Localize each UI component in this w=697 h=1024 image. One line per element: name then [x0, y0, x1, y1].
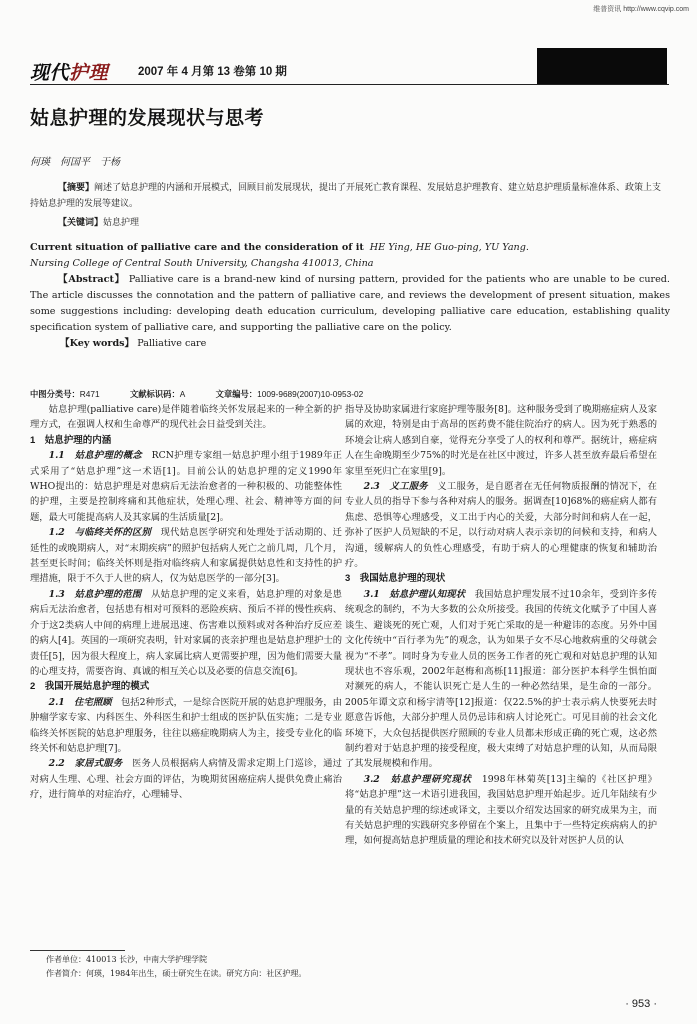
section-2-3 — [345, 479, 657, 571]
section-1-1 — [30, 448, 342, 525]
section-3-2-text: 1998年林菊英[13]主编的《社区护理》将“姑息护理”这一术语引进我国，我国姑息护理开始起步。近几年陆续有少量的有关姑息护理的综述或译文，主要以介绍发达国家的研究成果为主，而有关姑息护理的实践研究多停留在个案上，且集中于一些特定疾病病人的护理，如何提高姑息护理质量的理论和技术研究以及针对医护人员的认 — [345, 773, 657, 847]
section-3-1 — [345, 587, 657, 772]
en-abstract-text: Palliative care is a brand-new kind of nursing pattern, provided for the patients who are unable to be cured. The article discusses the connotation and the pattern of palliative care, and reviews the development of present situation, makes some suggestions including: developing death education curriculum, developing palliative care education, establishing quality specification system of palliative care, and supporting the palliative care on the policy. — [30, 274, 670, 333]
article-meta — [30, 388, 363, 400]
section-3-1-label: 3.1 姑息护理认知现状 — [363, 588, 466, 600]
watermark: 维普资讯 http://www.cqvip.com — [593, 6, 689, 13]
clc-value: R471 — [79, 389, 100, 399]
footnote-bio: 作者简介：何瑛，1984年出生，硕士研究生在读。研究方向：社区护理。 — [46, 969, 307, 978]
section-3-1-text: 我国姑息护理发展不过10余年，受到许多传统观念的制约，不为大多数的公众所接受。我国的传统文化赋予了中国人喜谈生、避谈死的死亡观，人们对于死亡采取的是一种避讳的态度。另外中国文化传统中“百行孝为先”的观念，认为如果子女不尽心地救病重的父母就会视为“不孝”。同时身为专业人员的医务工作者的死亡观和对姑息护理的认知现状也不容乐观，2002年赵梅和高栎[11]报道：部分医护本科学生惧怕面对濒死的病人，不能认识死亡是人生的一种必然结果，是生命的一部分。2005年谭文京和杨宇清等[12]报道：仅22.5%的护士表示病人快要死去时愿意告诉他，大部分护理人员仍忌讳和病人讨论死亡。可见目前的社会文化环境下，大众包括提供医疗照顾的专业人员都未形成正确的死亡观，这必然制约着对于姑息护理的接受程度，极大束缚了对姑息护理的认知，从而局限了其发展规模和作用。 — [345, 588, 657, 770]
section-2-1-label: 2.1 住宅照顾 — [48, 696, 112, 708]
footnotes — [30, 953, 342, 981]
en-keywords — [60, 336, 670, 352]
section-3-heading: 3 我国姑息护理的现状 — [345, 573, 446, 585]
article-no-value: 1009-9689(2007)10-0953-02 — [257, 389, 364, 399]
doc-code-value: A — [179, 389, 186, 399]
section-2-2 — [30, 756, 342, 802]
logo-black-text: 现代 — [30, 63, 70, 84]
doc-code-label: 文献标识码： — [129, 389, 180, 399]
section-1-3-text: 从姑息护理的定义来看，姑息护理的对象是患病后无法治愈者，包括患有相对可预料的恶险疾病、预后不祥的慢性疾病、介于这2类病人中间的病理上进展迅速、伤害难以预料或对各种治疗反应差的病人[4]。英国的一项研究表明，针对家属的丧亲护理也是姑息护理护士的责任[5]，因为很大程度上，病人家属比病人更需要护理，因为他们需要大量的心理支持，需要咨询、真诚的相互关心以及必要的信息交流[6]。 — [30, 588, 342, 677]
clc-label: 中图分类号： — [30, 389, 80, 399]
article-title: 姑息护理的发展现状与思考 — [30, 107, 265, 129]
section-1-2-label: 1.2 与临终关怀的区别 — [48, 527, 152, 539]
cn-abstract-label: 【摘要】 — [58, 183, 95, 193]
left-column — [30, 402, 342, 803]
section-2-3-text: 义工服务，是自愿者在无任何物质报酬的情况下，在专业人员的指导下参与各种对病人的服务。据调查[10]68%的癌症病人都有焦虑、恐惧等心理感受，义工出于内心的关爱，大部分时间和病人在一起，弥补了医护人员短缺的不足，以行动对病人表示亲切的问候和支持，和病人沟通，缓解病人的负性心理感受，有助于病人的心理健康的恢复和辅助治疗。 — [345, 481, 657, 570]
header-rule — [30, 84, 669, 85]
section-1-3-label: 1.3 姑息护理的范围 — [48, 588, 142, 600]
cn-keywords-text: 姑息护理 — [103, 218, 140, 228]
cn-abstract — [30, 181, 670, 212]
english-abstract-block — [30, 240, 670, 352]
cn-keywords — [58, 215, 139, 228]
journal-logo — [30, 58, 108, 85]
footnote-address: 作者单位：410013 长沙，中南大学护理学院 — [46, 955, 208, 964]
logo-red-text: 护理 — [69, 63, 109, 84]
journal-header — [30, 58, 669, 84]
footnote-rule — [30, 950, 125, 951]
section-1-1-text: RCN护理专家组一姑息护理小组于1989年正式采用了“姑息护理”这一术语[1]。目前公认的姑息护理的定义1990年WHO提出的：姑息护理是对患病后无法治愈者的一种积极的、功能整体性的护理，主要是控制疼痛和其他症状，处理心理、社会、精神等方面的问题，最大可能提高病人及其家属的生活质量[2]。 — [30, 450, 342, 523]
section-1-2 — [30, 525, 342, 587]
intro-paragraph: 姑息护理(palliative care)是伴随着临终关怀发展起来的一种全新的护理方式，在强调人权和生命尊严的现代社会日益受到关注。 — [30, 404, 342, 431]
section-2-1-text: 包括2种形式，一是综合医院开展的姑息护理服务，由肿瘤学家专家、内科医生、外科医生和护士组成的医护队伍实施；二是专业临终关怀医院的姑息护理服务，往往以癌症晚期病人为主，接受专业化的临终关怀和姑息护理[7]。 — [30, 696, 342, 754]
cn-keywords-label: 【关键词】 — [58, 218, 104, 228]
continued-paragraph: 指导及协助家属进行家庭护理等服务[8]。这种服务受到了晚期癌症病人及家属的欢迎，特别是由于高昂的医药费不能住院治疗的病人。因为死于熟悉的环境会让病人感到自豪，觉得充分享受了人的权利和尊严。据统计，癌症病人在生命晚期至少75%的时光是在社区中渡过，许多人甚至放弃最后希望在家里至死归亡在家里[9]。 — [345, 404, 657, 477]
section-2-3-label: 2.3 义工服务 — [363, 481, 428, 493]
section-2-2-label: 2.2 家居式服务 — [48, 758, 123, 770]
section-1-2-text: 现代姑息医学研究和处理处于活动期的、迁延性的或晚期病人，对“末期疾病”的照护包括病人死亡之前几周，几个月，甚至更长时间；临终关怀则是指对临终病人和家属提供姑息性和支持性的护理措施，限于不久于人世的病人，仅为姑息医学的一部分[3]。 — [30, 527, 342, 585]
en-keywords-label: 【Key words】 — [60, 338, 135, 349]
cn-abstract-text: 阐述了姑息护理的内涵和开展模式，回顾目前发展现状，提出了开展死亡教育课程、发展姑息护理教育、建立姑息护理质量标准体系、政策上支持姑息护理的发展等建议。 — [30, 183, 662, 209]
right-column — [345, 402, 657, 849]
section-2-heading: 2 我国开展姑息护理的模式 — [30, 681, 150, 693]
article-no-label: 文章编号： — [215, 389, 258, 399]
section-3-2-label: 3.2 姑息护理研究现状 — [363, 773, 472, 785]
header-black-block — [537, 48, 667, 84]
en-abstract — [30, 272, 670, 336]
en-affiliation: Nursing College of Central South University, Changsha 410013, China — [30, 258, 374, 269]
en-authors: HE Ying, HE Guo-ping, YU Yang. — [369, 242, 529, 253]
section-3-2 — [345, 772, 657, 849]
en-keywords-text: Palliative care — [137, 338, 207, 349]
section-2-1 — [30, 695, 342, 757]
section-1-heading: 1 姑息护理的内涵 — [30, 434, 112, 446]
page-number: · 953 · — [625, 998, 657, 1010]
authors: 何瑛 何国平 于杨 — [30, 157, 120, 168]
section-1-3 — [30, 587, 342, 679]
section-1-1-label: 1.1 姑息护理的概念 — [48, 450, 142, 462]
en-title: Current situation of palliative care and the consideration of it — [30, 242, 364, 253]
issue-info: 2007 年 4 月第 13 卷第 10 期 — [138, 66, 287, 78]
en-abstract-label: 【Abstract】 — [58, 274, 126, 285]
en-title-line — [30, 240, 670, 256]
section-2-2-text: 医务人员根据病人病情及需求定期上门巡诊，通过对病人生理、心理、社会方面的评估，为晚期贫困癌症病人提供免费止痛治疗，进行简单的对症治疗，心理辅导、 — [30, 758, 342, 801]
